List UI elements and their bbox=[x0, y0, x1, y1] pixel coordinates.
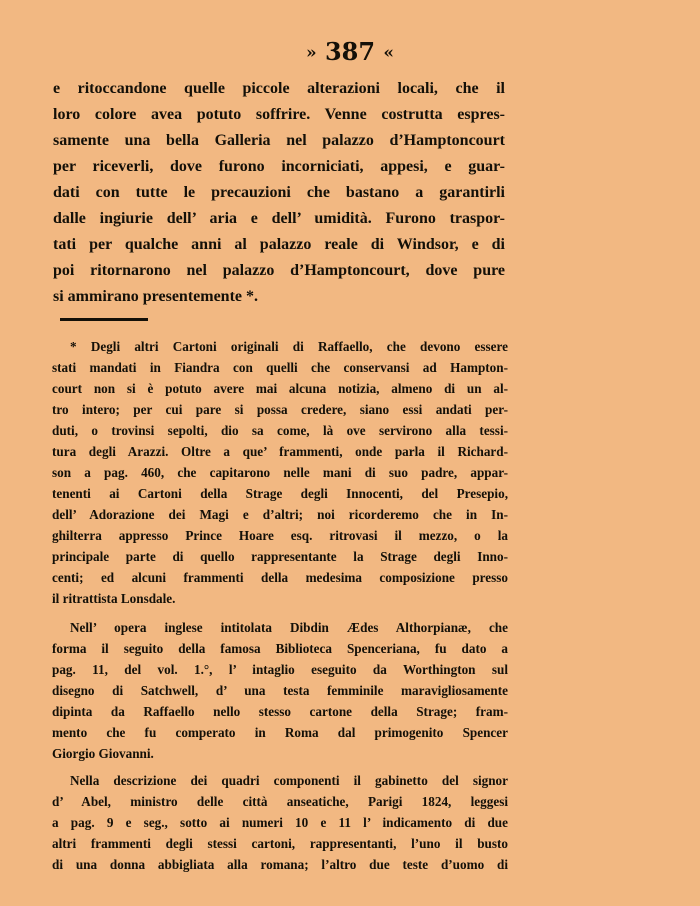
text-line: si ammirano presentemente *. bbox=[53, 288, 258, 305]
footnote-line: tura degli Arazzi. Oltre a que’ frammenti, onde parla il Richard- bbox=[52, 444, 508, 459]
footnote-line: centi; ed alcuni frammenti della medesima composizione presso bbox=[52, 570, 508, 585]
footnote-line: dipinta da Raffaello nello stesso cartone della Strage; fram- bbox=[52, 704, 508, 719]
footnote-line: mento che fu comperato in Roma dal primogenito Spencer bbox=[52, 725, 508, 740]
footnote-separator bbox=[60, 318, 148, 321]
footnote bbox=[52, 336, 508, 881]
footnote-line: il ritrattista Lonsdale. bbox=[52, 591, 176, 606]
footnote-line: principale parte di quello rappresentante la Strage degli Inno- bbox=[52, 549, 508, 564]
text-line: per riceverli, dove furono incorniciati, appesi, e guar- bbox=[53, 158, 505, 175]
footnote-line: tenenti ai Cartoni della Strage degli Innocenti, del Presepio, bbox=[52, 486, 508, 501]
text-line: e ritoccandone quelle piccole alterazioni locali, che il bbox=[53, 80, 505, 97]
footnote-line: duti, o trovinsi sepolti, dio sa come, là ove servirono alla tessi- bbox=[52, 423, 508, 438]
footnote-line: altri frammenti degli stessi cartoni, rappresentanti, l’uno il busto bbox=[52, 836, 508, 851]
footnote-line: Giorgio Giovanni. bbox=[52, 746, 154, 761]
text-line: samente una bella Galleria nel palazzo d’Hamptoncourt bbox=[53, 132, 505, 149]
footnote-line: tro intero; per cui pare si possa credere, siano essi andati per- bbox=[52, 402, 508, 417]
footnote-line: di una donna abbigliata alla romana; l’altro due teste d’uomo di bbox=[52, 857, 508, 872]
main-text bbox=[53, 76, 505, 310]
footnote-line: Nella descrizione dei quadri componenti il gabinetto del signor bbox=[70, 773, 508, 788]
page-header bbox=[0, 38, 700, 67]
footnote-line: * Degli altri Cartoni originali di Raffaello, che devono essere bbox=[70, 339, 508, 354]
text-line: dati con tutte le precauzioni che bastano a garantirli bbox=[53, 184, 505, 201]
text-line: tati per qualche anni al palazzo reale di Windsor, e di bbox=[53, 236, 505, 253]
text-line: poi ritornarono nel palazzo d’Hamptoncourt, dove pure bbox=[53, 262, 505, 279]
left-ornament: » bbox=[305, 43, 317, 63]
text-line: loro colore avea potuto soffrire. Venne costrutta espres- bbox=[53, 106, 505, 123]
footnote-line: court non si è potuto avere mai alcuna notizia, almeno di un al- bbox=[52, 381, 508, 396]
footnote-paragraph-2 bbox=[52, 617, 508, 764]
footnote-line: son a pag. 460, che capitarono nelle mani di suo padre, appar- bbox=[52, 465, 508, 480]
footnote-line: stati mandati in Fiandra con quelli che conservansi ad Hampton- bbox=[52, 360, 508, 375]
footnote-line: disegno di Satchwell, d’ una testa femminile maravigliosamente bbox=[52, 683, 508, 698]
footnote-line: d’ Abel, ministro delle città anseatiche, Parigi 1824, leggesi bbox=[52, 794, 508, 809]
right-ornament: « bbox=[383, 43, 395, 63]
footnote-paragraph-1 bbox=[52, 336, 508, 609]
footnote-paragraph-3 bbox=[52, 770, 508, 875]
footnote-line: a pag. 9 e seg., sotto ai numeri 10 e 11 l’ indicamento di due bbox=[52, 815, 508, 830]
text-line: dalle ingiurie dell’ aria e dell’ umidità. Furono traspor- bbox=[53, 210, 505, 227]
page-number: 387 bbox=[324, 37, 376, 66]
footnote-line: dell’ Adorazione dei Magi e d’altri; noi ricorderemo che in In- bbox=[52, 507, 508, 522]
footnote-line: pag. 11, del vol. 1.°, l’ intaglio eseguito da Worthington sul bbox=[52, 662, 508, 677]
footnote-line: Nell’ opera inglese intitolata Dibdin Ædes Althorpianæ, che bbox=[70, 620, 508, 635]
footnote-line: ghilterra appresso Prince Hoare esq. ritrovasi il mezzo, o la bbox=[52, 528, 508, 543]
footnote-line: forma il seguito della famosa Biblioteca Spenceriana, fu dato a bbox=[52, 641, 508, 656]
